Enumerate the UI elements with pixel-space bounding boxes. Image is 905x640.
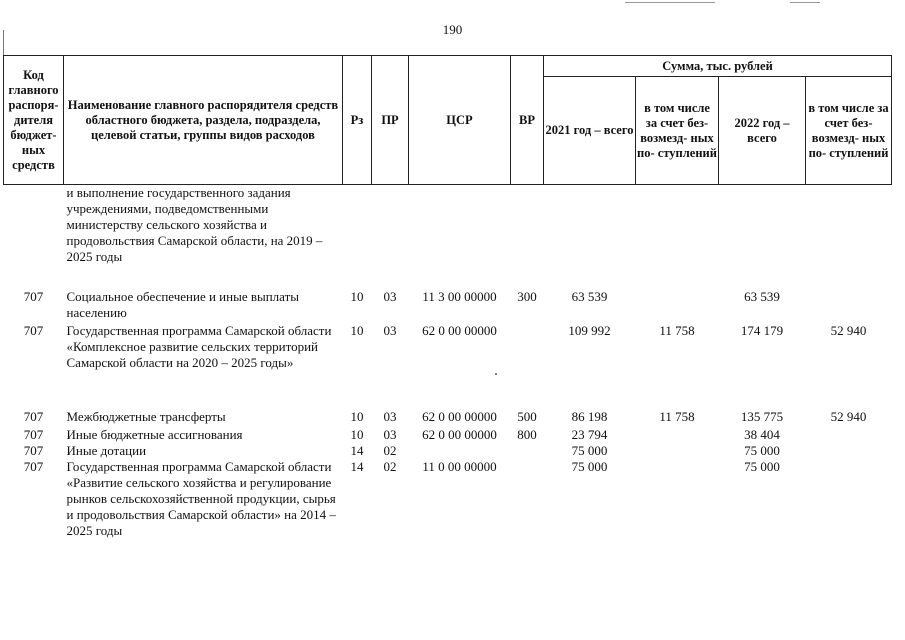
- cell-2022-free: [806, 289, 892, 323]
- table-row: [4, 323, 892, 409]
- cell-2022-free: 52 940: [830, 408, 867, 424]
- header-csr: ЦСР: [409, 56, 511, 185]
- cell-2022-total: 75 000: [744, 442, 780, 458]
- cell-name: Иные бюджетные ассигнования: [66, 426, 243, 442]
- cell-2022-total: 63 539: [744, 288, 780, 304]
- cell-2022-free: 52 940: [830, 322, 867, 338]
- table-header: [4, 56, 892, 185]
- cell-rz: [343, 185, 372, 289]
- cell-code: 707: [23, 288, 44, 304]
- cell-2021-free: [636, 427, 719, 443]
- cell-2022-free: [806, 443, 892, 459]
- table-row: [4, 427, 892, 443]
- cell-2021-free: [636, 185, 719, 289]
- cell-code: 707: [23, 322, 44, 338]
- table-row: [4, 185, 892, 289]
- cell-name: Иные дотации: [66, 442, 147, 458]
- cell-code: [4, 185, 64, 289]
- cell-2021-total: [544, 185, 636, 289]
- header-pr: ПР: [372, 56, 409, 185]
- cell-csr: [409, 443, 511, 459]
- cell-2021-total: 63 539: [571, 288, 608, 304]
- cell-name: Социальное обеспечение и иные выплаты населению: [66, 288, 300, 320]
- header-code: Код главного распоря- дителя бюджет- ных средств: [4, 56, 64, 185]
- cell-2022-total: 174 179: [740, 322, 784, 338]
- table-body: [4, 185, 892, 573]
- cell-name: Государственная программа Самарской области «Комплексное развитие сельских территорий Самарской области на 2020 – 2025 годы»: [66, 322, 332, 370]
- cell-2022-free: [806, 427, 892, 443]
- cell-2021-total: 75 000: [571, 458, 608, 474]
- top-edge-rule-right: [790, 2, 820, 3]
- header-2021-total: 2021 год – всего: [544, 77, 636, 185]
- cell-2021-total: 75 000: [571, 442, 608, 458]
- table-row: [4, 409, 892, 427]
- header-name: Наименование главного распорядителя средств областного бюджета, раздела, подраздела, целевой статьи, группы видов расходов: [64, 56, 343, 185]
- cell-vr: 500: [517, 408, 537, 424]
- table-row: [4, 289, 892, 323]
- cell-2022-total: 135 775: [740, 408, 784, 424]
- cell-2021-free: [636, 443, 719, 459]
- cell-code: 707: [23, 426, 44, 442]
- cell-rz: 14: [350, 442, 364, 458]
- cell-vr: 300: [517, 288, 537, 304]
- cell-2022-total: [719, 185, 806, 289]
- cell-rz: 10: [350, 288, 364, 304]
- cell-csr: [409, 185, 511, 289]
- header-2022-total: 2022 год – всего: [719, 77, 806, 185]
- table-row: [4, 443, 892, 459]
- cell-rz: 10: [350, 408, 364, 424]
- cell-2021-total: 23 794: [571, 426, 608, 442]
- cell-2021-free: [636, 289, 719, 323]
- cell-2021-total: 86 198: [571, 408, 608, 424]
- page-number: 190: [442, 22, 463, 37]
- scan-speck: [495, 373, 497, 375]
- cell-name: и выполнение государственного задания учреждениями, подведомственными министерству сельского хозяйства и продовольствия Самарской области, на 2019 – 2025 годы: [66, 185, 323, 264]
- cell-vr: [511, 323, 544, 409]
- cell-csr: 11 3 00 00000: [422, 288, 497, 304]
- cell-2021-free: 11 758: [659, 408, 695, 424]
- cell-pr: 03: [383, 408, 397, 424]
- header-vr: ВР: [511, 56, 544, 185]
- cell-csr: 62 0 00 00000: [422, 408, 497, 424]
- table-row: [4, 459, 892, 573]
- cell-2021-free: 11 758: [659, 322, 695, 338]
- cell-2022-free: [806, 459, 892, 573]
- cell-vr: [511, 443, 544, 459]
- cell-name: Межбюджетные трансферты: [66, 408, 226, 424]
- header-2021-free: в том числе за счет без- возмезд- ных по- ступлений: [636, 77, 719, 185]
- cell-2021-free: [636, 459, 719, 573]
- cell-vr: [511, 185, 544, 289]
- cell-vr: 800: [517, 426, 537, 442]
- cell-rz: 10: [350, 426, 364, 442]
- cell-csr: 11 0 00 00000: [422, 458, 497, 474]
- cell-csr: 62 0 00 00000: [422, 426, 497, 442]
- cell-pr: [372, 185, 409, 289]
- cell-pr: 03: [383, 322, 397, 338]
- cell-code: 707: [23, 442, 44, 458]
- cell-pr: 02: [383, 458, 397, 474]
- cell-pr: 03: [383, 426, 397, 442]
- cell-pr: 03: [383, 288, 397, 304]
- cell-code: 707: [23, 458, 44, 474]
- header-2022-free: в том числе за счет без- возмезд- ных по- ступлений: [806, 77, 892, 185]
- header-sum-group: Сумма, тыс. рублей: [544, 56, 892, 77]
- top-edge-rule-left: [625, 2, 715, 3]
- cell-code: 707: [23, 408, 44, 424]
- cell-2022-total: 75 000: [744, 458, 780, 474]
- cell-rz: 14: [350, 458, 364, 474]
- header-rz: Рз: [343, 56, 372, 185]
- cell-name: Государственная программа Самарской области «Развитие сельского хозяйства и регулирование рынков сельскохозяйственной продукции, сырья и продовольствия Самарской области» на 2014 – 2025 годы: [66, 458, 336, 538]
- cell-pr: 02: [383, 442, 397, 458]
- cell-2021-total: 109 992: [568, 322, 611, 338]
- cell-rz: 10: [350, 322, 364, 338]
- cell-vr: [511, 459, 544, 573]
- budget-table: [3, 55, 892, 573]
- cell-csr: 62 0 00 00000: [422, 322, 497, 338]
- cell-2022-total: 38 404: [744, 426, 780, 442]
- cell-2022-free: [806, 185, 892, 289]
